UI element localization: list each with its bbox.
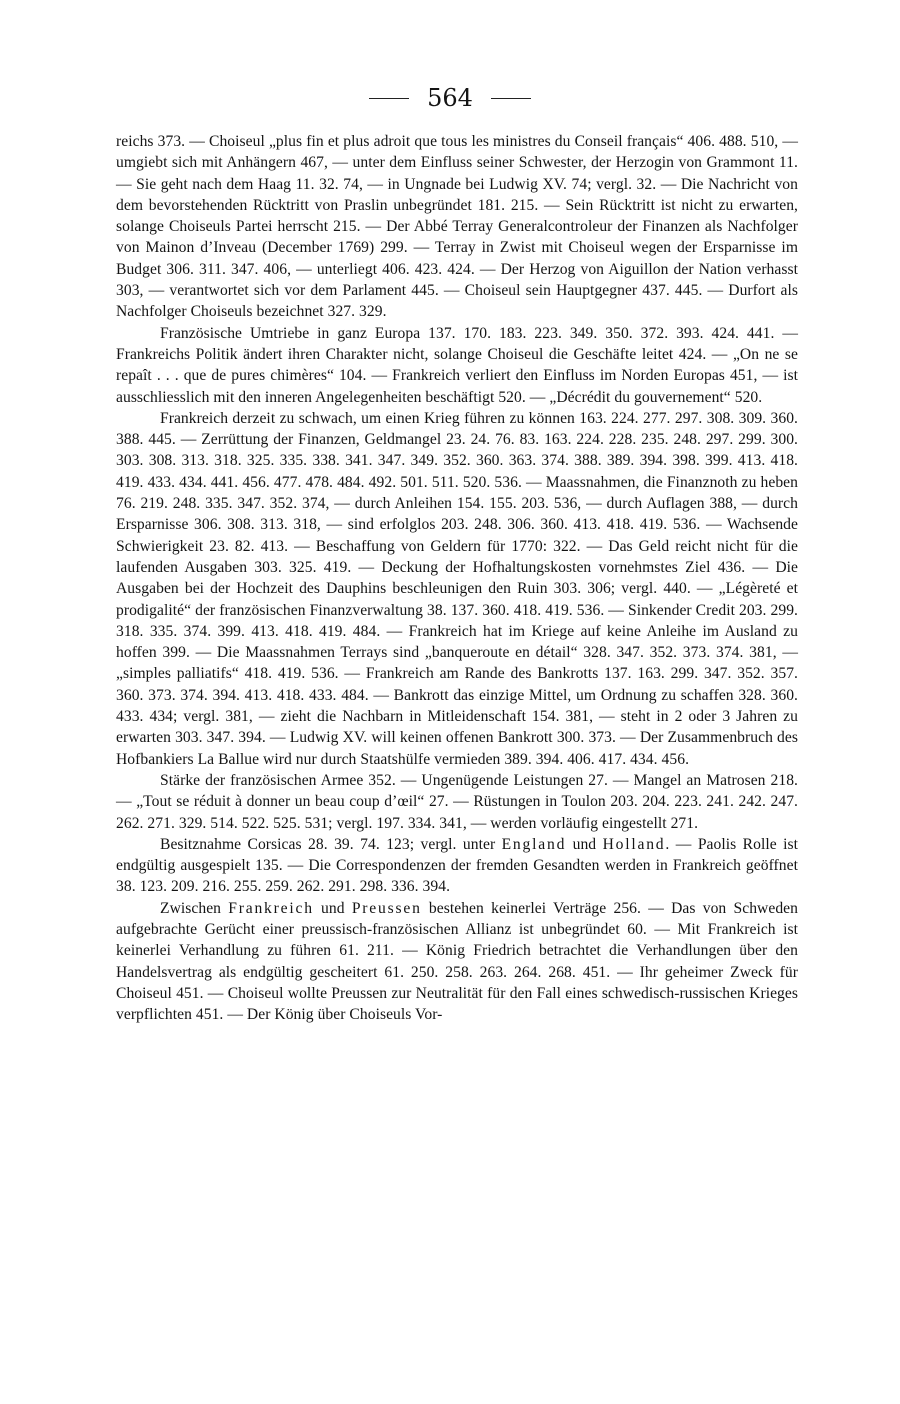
spaced-name-england: England bbox=[501, 835, 567, 853]
paragraph-4: Stärke der französischen Armee 352. — Ungenügende Leistungen 27. — Mangel an Matrosen 218. — „Tout se réduit à donner un beau coup d’œil“ 27. — Rüstungen in Toulon 203. 204. 223. 241. 242. 247. 262. 271. 329. 514. 522. 525. 531; vergl. 197. 334. 341, — werden vorläufig eingestellt 271. bbox=[116, 771, 798, 832]
spaced-name-holland: Holland bbox=[602, 835, 666, 853]
spaced-name-frankreich: Frankreich bbox=[228, 899, 314, 917]
paragraph-6-start: Zwischen bbox=[160, 899, 229, 917]
header-dash-right bbox=[491, 98, 531, 99]
paragraph-5 bbox=[116, 834, 798, 898]
paragraph-5-start: Besitznahme Corsicas 28. 39. 74. 123; vergl. unter bbox=[160, 835, 502, 853]
paragraph-2: Französische Umtriebe in ganz Europa 137. 170. 183. 223. 349. 350. 372. 393. 424. 441. — Frankreichs Politik ändert ihren Charakter nicht, solange Choiseul die Geschäfte leitet 424. — „On ne se repaît . . . que de pures chimères“ 104. — Frankreich verliert den Einfluss im Norden Europas 451, — ist ausschliesslich mit den inneren Angelegenheiten beschäftigt 520. — „Décrédit du gouvernement“ 520. bbox=[116, 324, 798, 406]
header-dash-left bbox=[369, 98, 409, 99]
page-body bbox=[116, 131, 798, 1025]
page-number: 564 bbox=[427, 84, 473, 112]
paragraph-6-rest: bestehen keinerlei Verträge 256. — Das von Schweden aufgebrachte Gerücht einer preussisch-französischen Allianz ist unbegründet 60. — Mit Frankreich ist keinerlei Verhandlung zu führen 61. 211. — König Friedrich betrachtet die Verhandlungen über den Handelsvertrag als endgültig gescheitert 61. 250. 258. 263. 264. 268. 451. — Ihr geheimer Zweck für Choiseul 451. — Choiseul wollte Preussen zur Neutralität für den Fall eines schwedisch-russischen Krieges verpflichten 451. — Der König über Choiseuls Vor- bbox=[116, 899, 798, 1024]
paragraph-6-join: und bbox=[313, 899, 352, 917]
paragraph-1: reichs 373. — Choiseul „plus fin et plus adroit que tous les ministres du Conseil français“ 406. 488. 510, — umgiebt sich mit Anhängern 467, — unter dem Einfluss seiner Schwester, der Herzogin von Grammont 11. — Sie geht nach dem Haag 11. 32. 74, — in Ungnade bei Ludwig XV. 74; vergl. 32. — Die Nachricht von dem bevorstehenden Rücktritt von Praslin unbegründet 181. 215. — Sein Rücktritt ist nicht zu erwarten, solange Choiseuls Partei herrscht 215. — Der Abbé Terray Generalcontroleur der Finanzen als Nachfolger von Mainon d’Inveau (December 1769) 299. — Terray in Zwist mit Choiseul wegen der Ersparnisse im Budget 306. 311. 347. 406, — unterliegt 406. 423. 424. — Der Herzog von Aiguillon der Nation verhasst 303, — verantwortet sich vor dem Parlament 445. — Choiseul sein Hauptgegner 437. 445. — Durfort als Nachfolger Choiseuls bezeichnet 327. 329. bbox=[116, 133, 798, 321]
spaced-name-preussen: Preussen bbox=[351, 899, 422, 917]
page-header bbox=[0, 84, 900, 112]
paragraph-3: Frankreich derzeit zu schwach, um einen Krieg führen zu können 163. 224. 277. 297. 308. 309. 360. 388. 445. — Zerrüttung der Finanzen, Geldmangel 23. 24. 76. 83. 163. 224. 228. 235. 248. 297. 299. 300. 303. 308. 313. 318. 325. 335. 338. 341. 347. 349. 352. 360. 363. 374. 388. 389. 394. 398. 399. 413. 418. 419. 433. 434. 441. 456. 477. 478. 484. 492. 501. 511. 520. 536. — Maassnahmen, die Finanznoth zu heben 76. 219. 248. 335. 347. 352. 374, — durch Anleihen 154. 155. 203. 536, — durch Auflagen 388, — durch Ersparnisse 306. 308. 313. 318, — sind erfolglos 203. 248. 306. 360. 413. 418. 419. 536. — Wachsende Schwierigkeit 23. 82. 413. — Beschaffung von Geldern für 1770: 322. — Das Geld reicht nicht für die laufenden Ausgaben 303. 325. 419. — Deckung der Hofhaltungskosten vornehmstes Ziel 436. — Die Ausgaben bei der Hochzeit des Dauphins beschleunigen den Ruin 303. 306; vergl. 440. — „Légèreté et prodigalité“ der französischen Finanzverwaltung 38. 137. 360. 418. 419. 536. — Sinkender Credit 203. 299. 318. 335. 374. 399. 413. 418. 419. 484. — Frankreich hat im Kriege auf keine Anleihe im Ausland zu hoffen 399. — Die Maassnahmen Terrays sind „banqueroute en détail“ 328. 347. 352. 373. 374. 381, — „simples palliatifs“ 418. 419. 536. — Frankreich am Rande des Bankrotts 137. 163. 299. 347. 352. 357. 360. 373. 374. 394. 413. 418. 433. 484. — Bankrott das einzige Mittel, um Ordnung zu schaffen 328. 360. 433. 434; vergl. 381, — zieht die Nachbarn in Mitleidenschaft 154. 381, — steht in 2 oder 3 Jahren zu erwarten 303. 347. 394. — Ludwig XV. will keinen offenen Bankrott 300. 373. — Der Zusammenbruch des Hofbankiers La Ballue wird nur durch Staatshülfe vermieden 389. 394. 406. 417. 434. 456. bbox=[116, 409, 798, 768]
paragraph-5-rest: . — Paolis Rolle ist endgültig ausgespielt 135. — Die Correspondenzen der fremden Gesandten werden in Frankreich geöffnet 38. 123. 209. 216. 255. 259. 262. 291. 298. 336. 394. bbox=[116, 835, 798, 896]
paragraph-6 bbox=[116, 898, 798, 1026]
paragraph-5-join: und bbox=[566, 835, 603, 853]
